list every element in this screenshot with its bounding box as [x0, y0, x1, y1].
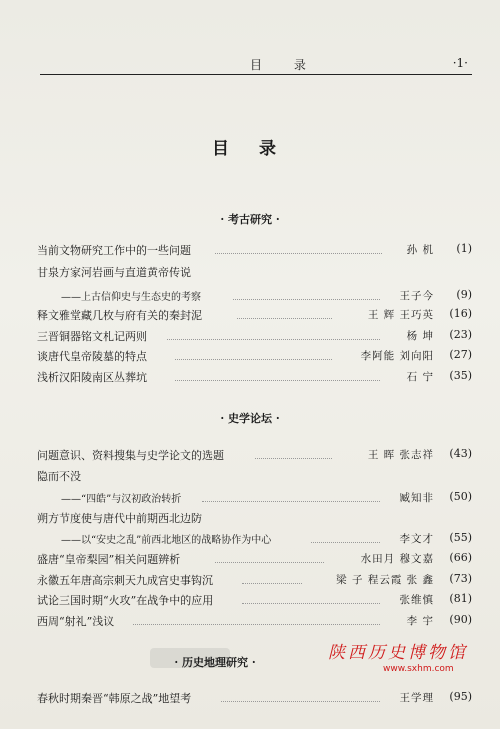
entry-page: (95): [449, 690, 472, 703]
entry-title: 当前文物研究工作中的一些问题: [37, 244, 191, 257]
document-title: 目 录: [212, 139, 288, 159]
dot-leader: [215, 562, 324, 563]
entry-title: 盛唐“皇帝梨园”相关问题辨析: [37, 553, 181, 566]
toc-entry[interactable]: [37, 510, 472, 526]
toc-entry[interactable]: [37, 592, 472, 608]
entry-title: 谈唐代皇帝陵墓的特点: [37, 350, 147, 363]
entry-author: 臧知非: [399, 492, 434, 504]
toc-entry[interactable]: [37, 307, 472, 323]
toc-entry[interactable]: [37, 551, 472, 567]
entry-title: 朔方节度使与唐代中前期西北边防: [37, 512, 202, 525]
dot-leader: [175, 359, 332, 360]
toc-entry[interactable]: [37, 690, 472, 706]
entry-title: 西周“射礼”浅议: [37, 615, 115, 628]
entry-author: 李 宇: [406, 615, 434, 627]
entry-title: 三晋铜器铭文札记两则: [37, 330, 147, 343]
toc-entry[interactable]: [37, 264, 472, 280]
running-header: [40, 56, 472, 75]
entry-page: (35): [449, 369, 472, 382]
dot-leader: [237, 318, 332, 319]
section-heading-history-forum: · 史学论坛 ·: [220, 412, 280, 425]
entry-page: (23): [449, 328, 472, 341]
watermark-url: www.sxhm.com: [383, 664, 454, 674]
entry-author: 水田月 穆文嘉: [360, 553, 434, 565]
entry-subtitle: ——“四皓”与汉初政治转折: [61, 494, 182, 505]
dot-leader: [167, 339, 380, 340]
entry-page: (55): [449, 531, 472, 544]
dot-leader: [221, 701, 380, 702]
dot-leader: [175, 380, 380, 381]
dot-leader: [133, 624, 380, 625]
entry-title: 释文雅堂藏几枚与府有关的秦封泥: [37, 309, 202, 322]
entry-page: (73): [449, 572, 472, 585]
entry-page: (16): [449, 307, 472, 320]
dot-leader: [233, 299, 380, 300]
toc-entry[interactable]: [37, 613, 472, 629]
section-heading-archaeology: · 考古研究 ·: [220, 213, 280, 226]
entry-page: (1): [456, 242, 472, 255]
entry-author: 李文才: [399, 533, 434, 545]
toc-entry[interactable]: [37, 447, 472, 463]
toc-entry[interactable]: [37, 242, 472, 258]
entry-title: 永徽五年唐高宗刺天九成宫史事钩沉: [37, 574, 213, 587]
entry-subtitle: ——以“安史之乱”前西北地区的战略协作为中心: [61, 535, 272, 546]
entry-author: 王学理: [399, 692, 434, 704]
toc-entry[interactable]: [37, 572, 472, 588]
entry-page: (90): [449, 613, 472, 626]
entry-page: (43): [449, 447, 472, 460]
header-title: 目 录: [250, 58, 320, 72]
section-heading-historical-geography: · 历史地理研究 ·: [174, 656, 256, 669]
header-page-number: ·1·: [452, 56, 468, 70]
entry-author: 王 辉 王巧英: [367, 309, 434, 321]
entry-page: (66): [449, 551, 472, 564]
toc-entry[interactable]: [37, 468, 472, 484]
dot-leader: [242, 603, 380, 604]
dot-leader: [255, 458, 332, 459]
entry-author: 李阿能 刘向阳: [360, 350, 434, 362]
entry-page: (27): [449, 348, 472, 361]
museum-watermark: [328, 638, 498, 688]
entry-author: 张维慎: [399, 594, 434, 606]
entry-author: 孙 机: [406, 244, 434, 256]
toc-entry-subtitle[interactable]: [37, 490, 472, 506]
entry-title: 浅析汉阳陵南区丛葬坑: [37, 371, 147, 384]
entry-page: (81): [449, 592, 472, 605]
dot-leader: [202, 501, 380, 502]
dot-leader: [242, 583, 302, 584]
entry-author: 王 晖 张志祥: [367, 449, 434, 461]
entry-page: (50): [449, 490, 472, 503]
entry-author: 石 宁: [406, 371, 434, 383]
entry-title: 隐而不没: [37, 470, 81, 483]
entry-subtitle: ——上古信仰史与生态史的考察: [61, 292, 201, 303]
entry-author: 杨 坤: [406, 330, 434, 342]
entry-title: 问题意识、资料搜集与史学论文的选题: [37, 449, 224, 462]
entry-title: 春秋时期秦晋“韩原之战”地望考: [37, 692, 192, 705]
entry-author: 梁 子 程云霞 张 鑫: [336, 574, 434, 586]
entry-title: 试论三国时期“火攻”在战争中的应用: [37, 594, 214, 607]
toc-entry-subtitle[interactable]: [37, 288, 472, 304]
toc-entry[interactable]: [37, 348, 472, 364]
dot-leader: [311, 542, 380, 543]
entry-author: 王子今: [399, 290, 434, 302]
toc-entry-subtitle[interactable]: [37, 531, 472, 547]
entry-title: 甘泉方家河岩画与直道黄帝传说: [37, 266, 191, 279]
toc-entry[interactable]: [37, 369, 472, 385]
watermark-text: 陕西历史博物馆: [328, 643, 468, 663]
dot-leader: [215, 253, 382, 254]
toc-entry[interactable]: [37, 328, 472, 344]
entry-page: (9): [456, 288, 472, 301]
